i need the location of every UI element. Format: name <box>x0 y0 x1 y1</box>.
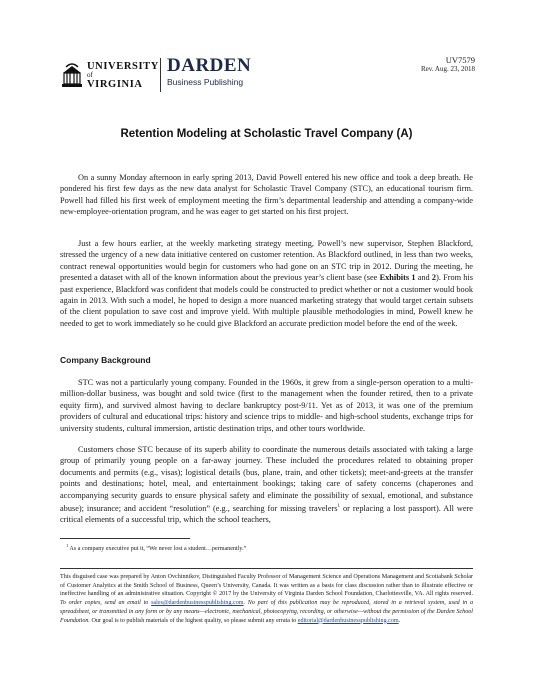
p4-text-a: Customers chose STC because of its superb ability to coordinate the numerous details associated with taking a large group of primarily young people on a far-away journey. These included the procedures related to obtaining proper documents and permits (e.g., visas); logistical details (bus, plane, train, and other tickets); meet-and-greets at the transfer points and destinations; hotel, meal, and entertainment bookings; taking care of safety concerns (chaperones and accompanying security guards to ensure physical safety and eliminate the possibility of sexual, emotional, and substance abuse); insurance; and accident “resolution” (e.g., searching for missing travelers <box>60 445 473 513</box>
paragraph-customers <box>60 444 473 526</box>
disclaimer-rule <box>60 568 473 569</box>
darden-logo <box>167 56 251 88</box>
university-line: UNIVERSITY <box>87 61 159 72</box>
virginia-line: VIRGINIA <box>87 79 143 90</box>
case-title: Retention Modeling at Scholastic Travel Company (A) <box>120 128 413 140</box>
paragraph-intro: On a sunny Monday afternoon in early spring 2013, David Powell entered his new office and took a deep breath. He pondered his first few days as the new data analyst for Scholastic Travel Company (STC), an educational tourism firm. Powell had filled his first week of employment meeting the firm’s departmental leadership and attending a company-wide new-employee-orientation program, and he was eager to get started on his first project. <box>60 173 473 217</box>
darden-subtitle: Business Publishing <box>167 77 244 87</box>
footnote <box>66 543 246 552</box>
exhibit-2-ref: 2 <box>431 273 437 283</box>
disclaimer-errata-text: Our goal is to publish materials of the highest quality, so please submit any errata to <box>89 617 298 624</box>
footnote-number: 1 <box>66 543 69 548</box>
footnote-marker: 1 <box>337 504 341 510</box>
darden-wordmark: DARDEN <box>167 55 252 76</box>
uva-logo <box>60 58 160 94</box>
editorial-email-link[interactable]: editorial@dardenbusinesspublishing.com <box>297 617 399 624</box>
sales-email-link[interactable]: sales@dardenbusinesspublishing.com <box>151 600 244 607</box>
paragraph-meeting <box>60 238 473 329</box>
p4-text-b: or replacing a lost passport). All were critical elements of a successful trip, which the school teachers, <box>60 503 473 525</box>
disclaimer-end: . <box>398 617 401 624</box>
footnote-text: As a company executive put it, “We never lost a student…permanently.” <box>68 546 247 553</box>
copyright-disclaimer <box>60 573 473 625</box>
exhibit-1-ref: Exhibits 1 <box>379 273 416 283</box>
p2-text-a: Just a few hours earlier, at the weekly marketing strategy meeting, Powell’s new supervisor, Stephen Blackford, stressed the urgency of a new data initiative centered on customer retention. As Blackford outlined, in less than two weeks, contract renewal opportunities would begin for customers who had gone on an STC trip in 2012. During the meeting, he presented a dataset with all of the known information about the previous year’s client base (see <box>60 239 473 283</box>
university-name <box>87 61 159 90</box>
case-identifier <box>421 55 475 74</box>
paragraph-background: STC was not a particularly young company. Founded in the 1960s, it grew from a single-person operation to a multi-million-dollar business, was bought and sold twice (first to the management when the founder retired, then to a private equity firm), and survived almost having to declare bankruptcy post-9/11. Yet as of 2013, it was one of the premium providers of cultural and educational trips: history and science trips to middle- and high-school students, exchange trips for university students, cultural immersion, artistic destination trips, and other tours worldwide. <box>60 378 473 433</box>
revision-date: Rev. Aug. 23, 2018 <box>421 65 475 73</box>
of-word: of <box>87 71 93 79</box>
p2-and: and <box>415 273 432 283</box>
section-heading: Company Background <box>60 355 151 365</box>
footnote-rule <box>60 538 190 539</box>
p2-text-b: ). From his past experience, Blackford was confident that models could be constructed to predict whether or not a customer would book again in 2013. With such a model, he hoped to design a more nuanced marketing strategy that would target certain subsets of the client population to save cost and improve yield. With multiple plausible methodologies in mind, Powell knew he needed to get to work immediately so he could give Blackford an accurate prediction model before the end of the week. <box>60 273 473 328</box>
disclaimer-text-a: This disguised case was prepared by Anton Ovchinnikov, Distinguished Faculty Professor of Management Science and Operations Management and Scotiabank Scholar of Customer Analytics at the Smith School of Business, Queen’s University, Canada. It was written as a basis for class discussion rather than to illustrate effective or ineffective handling of an administrative situation. Copyright © 2017 by the University of Virginia Darden School Foundation, Charlottesville, VA. All rights reserved. <box>60 574 473 598</box>
disclaimer-rights-text: . No part of this publication may be reproduced, stored in a retrieval system, used in a spreadsheet, or transmitted in any form or by any means—electronic, mechanical, photocopying, recording, or otherwise—without the permission of the Darden School Foundation. <box>60 600 473 624</box>
case-number: UV7579 <box>445 55 475 65</box>
disclaimer-order-text: To order copies, send an email to <box>60 600 152 607</box>
rotunda-icon <box>60 62 84 88</box>
logo-divider <box>160 58 161 92</box>
